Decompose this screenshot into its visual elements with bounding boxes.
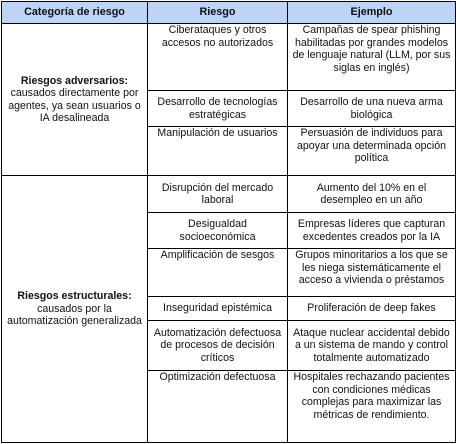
risk-cell: Automatización defectuosa de procesos de decisión críticos: [148, 321, 288, 371]
risk-cell: Desarrollo de tecnologías estratégicas: [148, 91, 288, 127]
risk-cell: Inseguridad epistémica: [148, 297, 288, 321]
header-row: [2, 2, 456, 24]
example-cell: Proliferación de deep fakes: [288, 297, 456, 321]
example-cell: Persuasión de individuos para apoyar una determinada opción política: [288, 127, 456, 176]
example-cell: Hospitales rechazando pacientes con condiciones médicas complejas para maximizar las métricas de rendimiento.: [288, 371, 456, 443]
example-cell: Desarrollo de una nueva arma biológica: [288, 91, 456, 127]
header-risk: Riesgo: [148, 2, 288, 24]
header-category: Categoría de riesgo: [2, 2, 148, 24]
table-row: [2, 176, 456, 213]
risk-cell: Optimización defectuosa: [148, 371, 288, 443]
risk-cell: Amplificación de sesgos: [148, 249, 288, 297]
category-description: causados directamente por agentes, ya sean usuarios o IA desalineada: [8, 87, 141, 124]
risk-cell: Disrupción del mercado laboral: [148, 176, 288, 213]
risk-cell: Manipulación de usuarios: [148, 127, 288, 176]
risk-cell: Ciberataques y otros accesos no autorizados: [148, 24, 288, 91]
risk-cell: Desigualdad socioeconómica: [148, 213, 288, 249]
example-cell: Ataque nuclear accidental debido a un sistema de mando y control totalmente automatizado: [288, 321, 456, 371]
table-row: [2, 24, 456, 91]
category-title: Riesgos estructurales:: [17, 290, 132, 303]
example-cell: Campañas de spear phishing habilitadas por grandes modelos de lenguaje natural (LLM, por sus siglas en inglés): [288, 24, 456, 91]
category-title: Riesgos adversarios:: [20, 74, 129, 87]
category-description: causados por la automatización generalizada: [7, 302, 142, 328]
category-structural: [2, 176, 148, 443]
risk-table: [1, 1, 456, 443]
category-adversarial: [2, 24, 148, 176]
example-cell: Empresas líderes que capturan excedentes creados por la IA: [288, 213, 456, 249]
header-example: Ejemplo: [288, 2, 456, 24]
example-cell: Aumento del 10% en el desempleo en un año: [288, 176, 456, 213]
example-cell: Grupos minoritarios a los que se les niega sistemáticamente el acceso a vivienda o préstamos: [288, 249, 456, 297]
